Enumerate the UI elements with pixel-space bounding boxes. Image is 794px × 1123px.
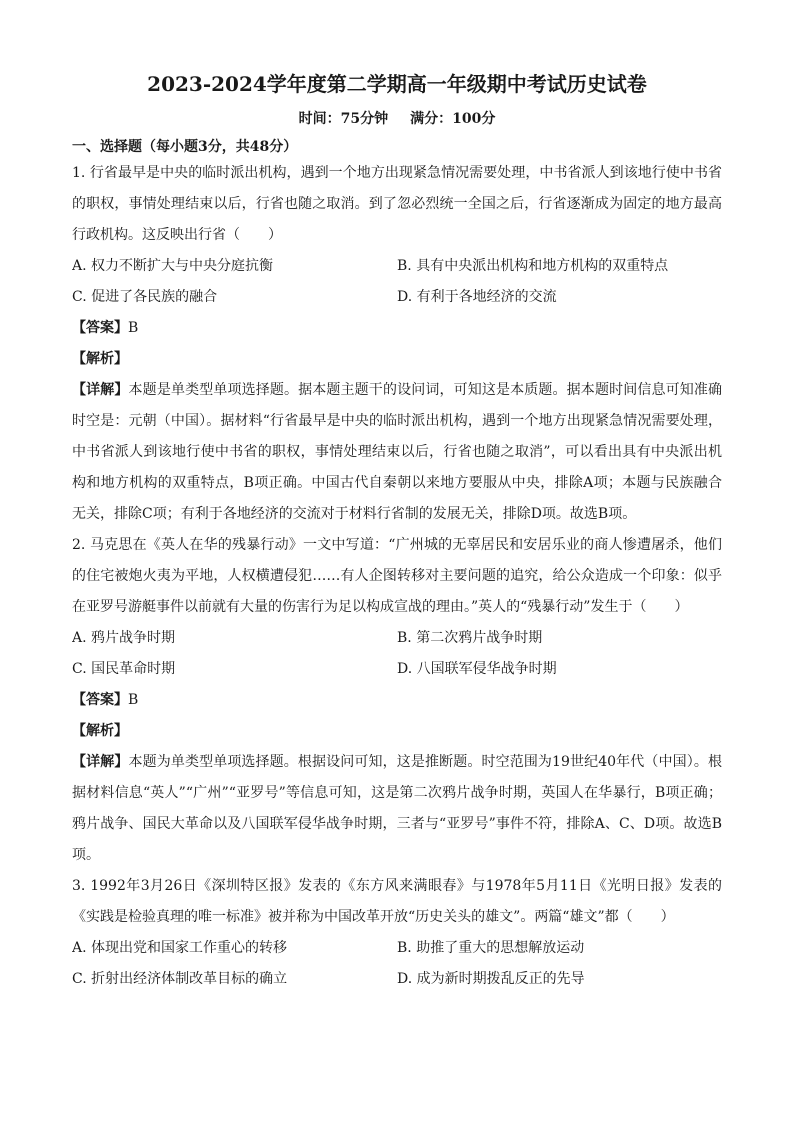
- analysis-label: 【解析】: [72, 351, 128, 367]
- option-b: B. 第二次鸦片战争时期: [397, 630, 543, 646]
- option-a: A. 权力不断扩大与中央分庭抗衡: [72, 258, 274, 274]
- analysis-label: 【解析】: [72, 723, 128, 739]
- option-d: D. 八国联军侵华战争时期: [397, 661, 557, 677]
- option-c: C. 促进了各民族的融合: [72, 289, 218, 305]
- question-stem: 3. 1992年3月26日《深圳特区报》发表的《东方风来满眼春》与1978年5月11日《光明日报》发表的《实践是检验真理的唯一标准》被并称为中国改革开放“历史关头的雄文”。两篇“雄文”都（ ）: [72, 878, 722, 925]
- answer-line: [72, 685, 722, 716]
- options-grid: [72, 933, 722, 995]
- detail-paragraph: [72, 375, 722, 530]
- analysis-line: [72, 716, 722, 747]
- options-grid: [72, 623, 722, 685]
- option-a: A. 体现出党和国家工作重心的转移: [72, 940, 288, 956]
- answer-value: B: [128, 692, 139, 708]
- detail-text: 本题为单类型单项选择题。根据设问可知，这是推断题。时空范围为19世纪40年代（中国）。根据材料信息“英人”“广州”“亚罗号”等信息可知，这是第二次鸦片战争时期，英国人在华暴行，B项正确；鸦片战争、国民大革命以及八国联军侵华战争时期，三者与“亚罗号”事件不符，排除A、C、D项。故选B项。: [72, 754, 722, 863]
- option-b: B. 具有中央派出机构和地方机构的双重特点: [397, 258, 669, 274]
- option-b: B. 助推了重大的思想解放运动: [397, 940, 585, 956]
- answer-label: 【答案】: [72, 692, 128, 708]
- question-3: [72, 871, 722, 995]
- section-title: 一、选择题（每小题3分，共48分）: [72, 139, 298, 155]
- option-d: D. 有利于各地经济的交流: [397, 289, 557, 305]
- exam-title: 2023-2024学年度第二学期高一年级期中考试历史试卷: [147, 72, 647, 96]
- detail-label: 【详解】: [72, 382, 129, 398]
- option-c: C. 国民革命时期: [72, 661, 176, 677]
- option-a: A. 鸦片战争时期: [72, 630, 176, 646]
- analysis-line: [72, 344, 722, 375]
- detail-label: 【详解】: [72, 754, 129, 770]
- answer-line: [72, 313, 722, 344]
- detail-paragraph: [72, 747, 722, 871]
- question-2: [72, 530, 722, 871]
- question-stem: 2. 马克思在《英人在华的残暴行动》一文中写道：“广州城的无辜居民和安居乐业的商人惨遭屠杀，他们的住宅被炮火夷为平地，人权横遭侵犯……有人企图转移对主要问题的追究，给公众造成一个印象：似乎在亚罗号游艇事件以前就有大量的伤害行为足以构成宣战的理由。”英人的“残暴行动”发生于（ ）: [72, 537, 722, 615]
- exam-score: 满分：100分: [410, 111, 496, 127]
- answer-label: 【答案】: [72, 320, 128, 336]
- exam-info: [72, 108, 722, 130]
- question-stem: 1. 行省最早是中央的临时派出机构，遇到一个地方出现紧急情况需要处理，中书省派人到该地行使中书省的职权，事情处理结束以后，行省也随之取消。到了忽必烈统一全国之后，行省逐渐成为固定的地方最高行政机构。这反映出行省（ ）: [72, 165, 722, 243]
- detail-text: 本题是单类型单项选择题。据本题主题干的设问词，可知这是本质题。据本题时间信息可知准确时空是：元朝（中国）。据材料“行省最早是中央的临时派出机构，遇到一个地方出现紧急情况需要处理，中书省派人到该地行使中书省的职权，事情处理结束以后，行省也随之取消”，可以看出具有中央派出机构和地方机构的双重特点，B项正确。中国古代自秦朝以来地方要服从中央，排除A项；本题与民族融合无关，排除C项；有利于各地经济的交流对于材料行省制的发展无关，排除D项。故选B项。: [72, 382, 723, 522]
- question-1: [72, 158, 722, 530]
- option-d: D. 成为新时期拨乱反正的先导: [397, 971, 585, 987]
- option-c: C. 折射出经济体制改革目标的确立: [72, 971, 288, 987]
- exam-time: 时间：75分钟: [298, 111, 389, 127]
- answer-value: B: [128, 320, 139, 336]
- options-grid: [72, 251, 722, 313]
